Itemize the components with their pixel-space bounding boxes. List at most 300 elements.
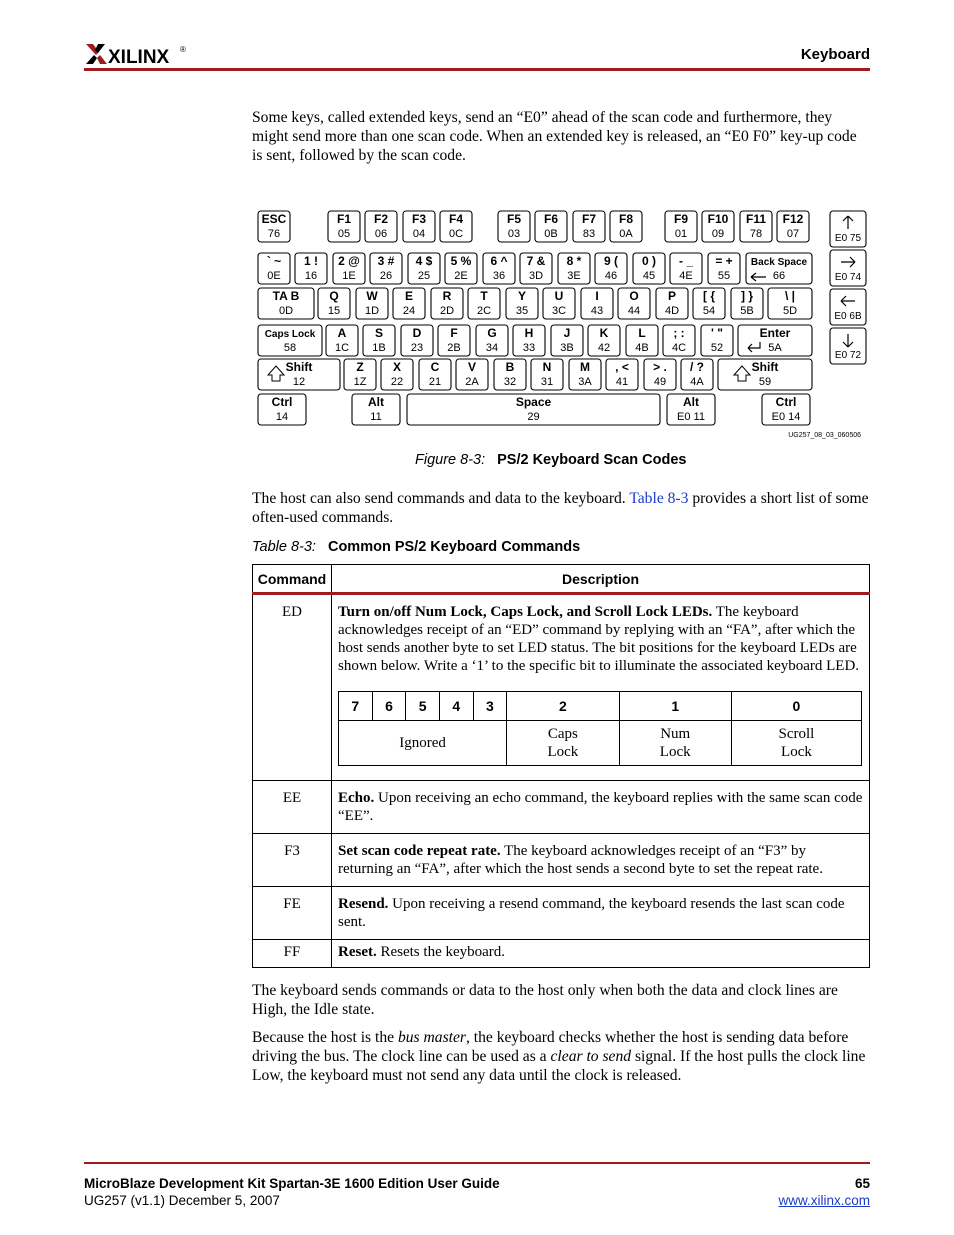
key-scan-code: 07 [786,228,800,240]
key-scan-code: 24 [402,305,416,317]
key-label: W [366,289,378,303]
command-text: Resets the keyboard. [376,944,506,960]
led-bit-5: 5 [406,692,440,721]
key-symbol-49 [644,359,676,390]
key-label: F1 [336,212,352,226]
key-label: Shift [285,360,313,374]
key-scan-code: 1E [342,270,356,282]
command-text: The keyboard acknowledges receipt of an “F3” by returning an “FA”, after which the host sends a second byte to set the repeat rate. [338,843,823,877]
key-w-1d [356,288,388,319]
key-f1-05 [328,211,360,242]
key-label: 8 * [566,254,582,268]
command-text: Upon receiving a resend command, the keyboard resends the last scan code sent. [338,896,845,930]
key-scan-code: 1B [372,342,386,354]
key-f5-03 [498,211,530,242]
key-scan-code: E0 11 [677,411,705,423]
key-label: ' " [711,326,723,340]
header-command: Command [253,565,332,594]
table-caption [252,539,580,555]
key-label: > . [653,360,667,374]
led-scroll-line1: Scroll [778,726,815,742]
commands-table [252,564,870,968]
command-name: Set scan code repeat rate. [338,843,501,859]
table-caption-number: Table 8-3: [252,539,316,555]
key-scan-code: E0 74 [834,272,862,283]
key-scan-code: 25 [417,270,431,282]
key-scan-code: 31 [540,376,554,388]
key-label: ` ~ [266,254,282,268]
key-1-16 [295,253,327,284]
key-label: O [629,289,639,303]
key-scan-code: 16 [304,270,318,282]
bus-text-1: Because the host is the [252,1029,398,1046]
key-f6-0b [535,211,567,242]
key-label: 4 $ [415,254,433,268]
led-bits-table [338,691,862,766]
led-bit-4: 4 [439,692,473,721]
key-h-33 [513,325,545,356]
figure-caption-title: PS/2 Keyboard Scan Codes [497,452,687,468]
header-description: Description [332,565,870,594]
key-u-3c [543,288,575,319]
command-code: FE [253,887,332,940]
key-g-34 [476,325,508,356]
key-6-36 [483,253,515,284]
table-row [253,887,870,940]
key-scan-code: 5D [782,305,798,317]
led-num-lock [619,721,731,766]
key-scan-code: 54 [702,305,716,317]
led-bits-header [339,692,862,721]
led-caps-line2: Lock [547,744,579,760]
key-7-3d [520,253,552,284]
key-a-1c [326,325,358,356]
key-label: J [563,326,571,340]
led-num-line2: Lock [659,744,691,760]
key-label: V [467,360,477,374]
key-label: F5 [506,212,522,226]
key-scan-code: 43 [590,305,604,317]
key-ta-b-0d [258,288,314,319]
key-scan-code: 3E [567,270,581,282]
key-symbol-55 [708,253,740,284]
key-scan-code: 34 [485,342,499,354]
key-j-3b [551,325,583,356]
key-scan-code: 26 [379,270,393,282]
footer-doc-id: UG257 (v1.1) December 5, 2007 [84,1193,280,1208]
key-scan-code: 45 [642,270,656,282]
command-code: ED [253,594,332,781]
logo-text: XILINX [108,47,170,68]
key-label: Caps Lock [264,329,316,340]
key-label: P [667,289,677,303]
table-8-3-link[interactable]: Table 8-3 [629,490,689,507]
key-scan-code: 04 [412,228,426,240]
table-row [253,594,870,781]
key-label: A [337,326,347,340]
key-4-25 [408,253,440,284]
key-label: S [374,326,384,340]
key-space-29 [407,394,660,425]
clear-to-send-term: clear to send [550,1048,632,1065]
key-scan-code: E0 14 [771,411,801,423]
key-label: F8 [618,212,634,226]
xilinx-logo-mark-icon [84,40,194,68]
key-r-2d [431,288,463,319]
key-arrow-e0-6b [830,289,866,325]
header-rule [84,68,870,71]
key-scan-code: E0 72 [834,350,862,361]
key-scan-code: 1D [364,305,380,317]
command-description [332,887,870,940]
host-text-2: provides a short list of some often-used commands. [252,490,869,526]
key-scan-code: 78 [749,228,763,240]
key-label: K [599,326,609,340]
key-scan-code: E0 75 [834,233,862,244]
key-label: Shift [751,360,779,374]
key-label: F12 [782,212,804,226]
led-num-line1: Num [660,726,691,742]
key-scan-code: 3D [528,270,544,282]
key-f10-09 [702,211,734,242]
key-scan-code: 35 [515,305,529,317]
key-scan-code: 0A [619,228,633,240]
figure-id-code: UG257_08_03_060506 [788,432,861,439]
key-label: Q [329,289,339,303]
key-arrow-e0-75 [830,211,866,247]
key-scan-code: 23 [410,342,424,354]
key-label: 0 ) [641,254,657,268]
led-bit-6: 6 [372,692,406,721]
command-name: Turn on/off Num Lock, Caps Lock, and Scroll Lock LEDs. [338,604,713,620]
key-scan-code: 41 [615,376,629,388]
key-scan-code: 06 [374,228,388,240]
section-title: Keyboard [800,46,870,63]
key-9-46 [595,253,627,284]
key-label: X [392,360,402,374]
key-v-2a [456,359,488,390]
key-label: ] } [741,289,753,303]
key-symbol-4c [663,325,695,356]
key-ctrl-e0-14 [762,394,810,425]
key-scan-code: 0D [278,305,294,317]
key-scan-code: 2C [476,305,492,317]
command-code: FF [253,940,332,968]
key-scan-code: 32 [503,376,517,388]
key-label: TA B [272,289,300,303]
key-f2-06 [365,211,397,242]
key-label: F2 [373,212,389,226]
key-f11-78 [740,211,772,242]
bus-text-2: , the keyboard checks whether the host is sending data before driving the bus. The clock line can be used as a [252,1029,849,1065]
key-scan-code: 33 [522,342,536,354]
key-back-space-66 [746,253,812,284]
key-scan-code: 1C [334,342,350,354]
key-label: F [450,326,458,340]
command-name: Resend. [338,896,389,912]
key-scan-code: 01 [674,228,688,240]
key-symbol-5b [731,288,763,319]
table-row [253,940,870,968]
footer-link[interactable]: www.xilinx.com [778,1193,870,1208]
key-scan-code: 1Z [353,376,367,388]
figure-caption [415,452,687,468]
key-ctrl-14 [258,394,306,425]
key-f8-0a [610,211,642,242]
key-label: / ? [690,360,704,374]
led-bit-3: 3 [473,692,507,721]
key-label: M [580,360,590,374]
command-text: Upon receiving an echo command, the keyboard replies with the same scan code “EE”. [338,790,863,824]
footer-title: MicroBlaze Development Kit Spartan-3E 1600 Edition User Guide [84,1176,500,1191]
key-i-43 [581,288,613,319]
key-label: 3 # [377,254,395,268]
command-description [332,834,870,887]
key-scan-code: 4B [635,342,649,354]
key-label: F9 [673,212,689,226]
key-caps-lock-58 [258,325,322,356]
key-label: Y [517,289,527,303]
key-k-42 [588,325,620,356]
key-0-45 [633,253,665,284]
command-description [332,781,870,834]
key-scan-code: 21 [428,376,442,388]
key-label: T [480,289,488,303]
key-label: [ { [703,289,715,303]
led-bit-1: 1 [619,692,731,721]
table-header-row [253,565,870,594]
key-scan-code: E0 6B [834,311,862,322]
key-scan-code: 5A [768,342,782,354]
key-scan-code: 3C [551,305,567,317]
key-scan-code: 05 [337,228,351,240]
key-scan-code: 5B [740,305,754,317]
key-q-15 [318,288,350,319]
key-scan-code: 0B [544,228,558,240]
keyboard-diagram [252,205,872,445]
key-scan-code: 3A [578,376,592,388]
key-f-2b [438,325,470,356]
key-scan-code: 49 [653,376,667,388]
key-f3-04 [403,211,435,242]
key-label: F10 [707,212,729,226]
key-esc-76 [258,211,290,242]
key-n-31 [531,359,563,390]
table-caption-title: Common PS/2 Keyboard Commands [327,539,581,555]
key-symbol-41 [606,359,638,390]
bus-paragraph [252,1028,870,1085]
key-o-44 [618,288,650,319]
key-scan-code: 22 [390,376,404,388]
key-z-1z [344,359,376,390]
bus-master-term: bus master [397,1029,466,1046]
key-scan-code: 59 [758,376,772,388]
key-scan-code: 09 [711,228,725,240]
table-row [253,834,870,887]
key-label: F4 [448,212,464,226]
key-m-3a [569,359,601,390]
command-description [332,594,870,781]
key-label: = + [715,254,733,268]
key-f9-01 [665,211,697,242]
key-scan-code: 4E [679,270,693,282]
key-5-2e [445,253,477,284]
key-label: , < [615,360,629,374]
bus-text-3: signal. If the host pulls the clock line Low, the keyboard must not send any data until the clock is released. [252,1048,866,1084]
key-label: Back Space [750,257,808,268]
host-paragraph [252,489,870,527]
xilinx-logo [84,40,194,68]
key-label: Alt [683,395,699,409]
key-scan-code: 12 [292,376,306,388]
key-scan-code: 0C [448,228,464,240]
key-scan-code: 2B [447,342,461,354]
key-2-1e [333,253,365,284]
logo-registered: ® [180,45,186,54]
key-symbol-5d [768,288,812,319]
key-scan-code: 76 [267,228,281,240]
key-label: E [404,289,414,303]
key-label: Enter [759,326,791,340]
key-label: C [430,360,440,374]
key-label: H [524,326,534,340]
key-d-23 [401,325,433,356]
key-f7-83 [573,211,605,242]
key-x-22 [381,359,413,390]
key-label: D [412,326,422,340]
key-label: F7 [581,212,597,226]
key-label: F11 [745,212,767,226]
key-label: 2 @ [338,254,360,268]
key-label: F6 [543,212,559,226]
key-label: \ | [784,289,796,303]
key-p-4d [656,288,688,319]
key-scan-code: 58 [283,342,297,354]
key-scan-code: 3B [560,342,574,354]
key-f4-0c [440,211,472,242]
key-label: Z [356,360,364,374]
footer-rule [84,1162,870,1164]
key-symbol-4a [681,359,713,390]
key-t-2c [468,288,500,319]
key-scan-code: 15 [327,305,341,317]
key-alt-e0-11 [667,394,715,425]
key-label: U [554,289,564,303]
led-bit-2: 2 [507,692,619,721]
key-arrow-e0-74 [830,250,866,286]
key-arrow-e0-72 [830,328,866,364]
key-scan-code: 46 [604,270,618,282]
key-label: I [595,289,599,303]
key-label: F3 [411,212,427,226]
key-scan-code: 52 [710,342,724,354]
host-text-1: The host can also send commands and data to the keyboard. [252,490,630,507]
key-3-26 [370,253,402,284]
key-scan-code: 4A [690,376,704,388]
figure-caption-number: Figure 8-3: [415,452,486,468]
key-label: L [638,326,646,340]
key-scan-code: 4C [671,342,687,354]
key-label: - _ [678,254,694,268]
command-code: EE [253,781,332,834]
led-bit-7: 7 [339,692,373,721]
key-label: ; : [673,326,685,340]
key-symbol-54 [693,288,725,319]
key-label: Ctrl [775,395,797,409]
key-symbol-52 [701,325,733,356]
key-c-21 [419,359,451,390]
key-label: Alt [368,395,384,409]
page-number: 65 [854,1176,870,1191]
key-symbol-0e [258,253,290,284]
led-scroll-line2: Lock [781,744,812,760]
key-label: B [505,360,515,374]
key-shift-59 [718,359,812,390]
key-scan-code: 2A [465,376,479,388]
key-scan-code: 2E [454,270,468,282]
command-text: The keyboard acknowledges receipt of an “ED” command by replying with an “FA”, after which the host sends another byte to set LED status. The bit positions for the keyboard LEDs are shown below. Write a ‘1’ to the specific bit to illuminate the associated keyboard LED. [338,604,860,674]
key-scan-code: 11 [370,411,382,423]
key-scan-code: 44 [627,305,641,317]
key-s-1b [363,325,395,356]
command-name: Echo. [338,790,375,806]
key-label: G [487,326,497,340]
key-scan-code: 14 [275,411,289,423]
command-description [332,940,870,968]
key-label: Space [515,395,552,409]
key-scan-code: 0E [267,270,281,282]
led-ignored: Ignored [339,721,507,766]
key-label: 6 ^ [490,254,508,268]
key-scan-code: 29 [527,411,540,423]
led-bits-body [339,721,862,766]
key-b-32 [494,359,526,390]
key-scan-code: 2D [439,305,455,317]
key-scan-code: 36 [492,270,506,282]
key-l-4b [626,325,658,356]
command-code: F3 [253,834,332,887]
led-scroll-lock [731,721,861,766]
key-e-24 [393,288,425,319]
intro-paragraph: Some keys, called extended keys, send an “E0” ahead of the scan code and furthermore, they might send more than one scan code. When an extended key is released, an “E0 F0” key-up code is sent, followed by the scan code. [252,109,857,164]
key-label: 1 ! [303,254,319,268]
key-label: ESC [261,212,287,226]
idle-paragraph: The keyboard sends commands or data to the host only when both the data and clock lines are High, the Idle state. [252,982,838,1018]
key-scan-code: 55 [717,270,731,282]
key-symbol-4e [670,253,702,284]
key-scan-code: 42 [597,342,611,354]
key-scan-code: 4D [664,305,680,317]
key-scan-code: 83 [582,228,596,240]
key-label: 7 & [526,254,546,268]
led-caps-lock [507,721,619,766]
led-bit-0: 0 [731,692,861,721]
keyboard-figure [252,205,872,445]
led-caps-line1: Caps [547,726,578,742]
table-row [253,781,870,834]
key-label: R [442,289,452,303]
key-label: 9 ( [603,254,619,268]
key-enter-5a [738,325,812,356]
key-alt-11 [352,394,400,425]
key-label: 5 % [450,254,472,268]
key-8-3e [558,253,590,284]
key-y-35 [506,288,538,319]
key-scan-code: 66 [772,270,786,282]
key-label: N [542,360,552,374]
command-name: Reset. [338,944,377,960]
key-label: Ctrl [271,395,293,409]
